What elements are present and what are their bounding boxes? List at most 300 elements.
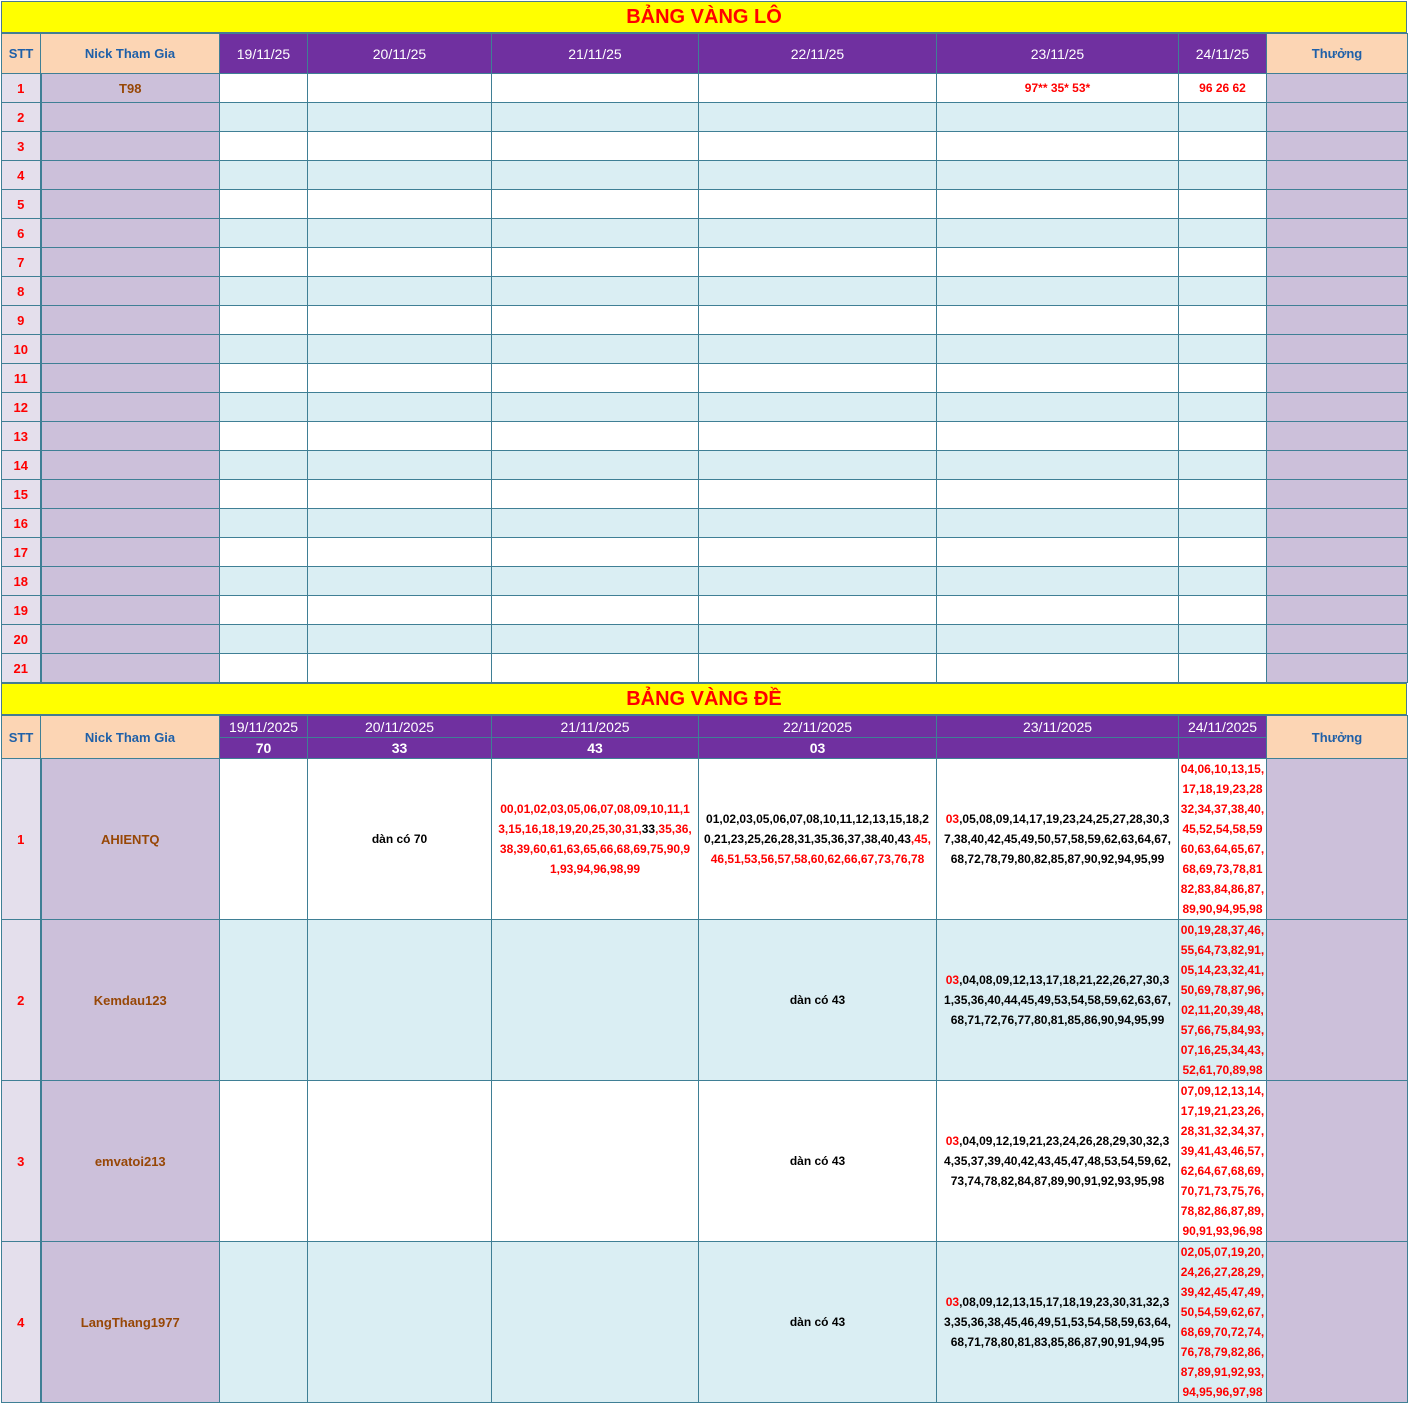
lo-nick-cell[interactable] <box>41 451 220 480</box>
de-day-cell[interactable] <box>699 1081 937 1242</box>
de-day-cell[interactable] <box>1179 1242 1267 1403</box>
lo-nick-cell[interactable] <box>41 567 220 596</box>
de-day-cell[interactable] <box>699 1242 937 1403</box>
lo-thuong-cell[interactable] <box>1267 567 1408 596</box>
lo-day-cell[interactable] <box>308 248 492 277</box>
lo-day-cell[interactable] <box>492 422 699 451</box>
lo-day-cell[interactable] <box>1179 103 1267 132</box>
de-stt-cell: 1 <box>2 759 41 920</box>
lo-day-cell[interactable] <box>220 654 308 683</box>
de-day-cell[interactable] <box>699 920 937 1081</box>
de-day-cell[interactable] <box>699 759 937 920</box>
lo-day-cell[interactable] <box>699 538 937 567</box>
lo-day-cell[interactable] <box>1179 596 1267 625</box>
de-header-date: 24/11/2025 <box>1179 716 1267 738</box>
lo-day-cell[interactable] <box>492 306 699 335</box>
lo-day-cell[interactable] <box>308 364 492 393</box>
de-hit-number: 33 <box>641 822 656 836</box>
lo-stt-cell: 19 <box>2 596 41 625</box>
lo-day-cell[interactable] <box>308 422 492 451</box>
de-dan-note: dàn có 43 <box>789 1315 846 1329</box>
lo-day-cell[interactable] <box>220 74 308 103</box>
lo-thuong-cell[interactable] <box>1267 248 1408 277</box>
lo-day-cell[interactable] <box>492 248 699 277</box>
lo-day-cell[interactable] <box>1179 364 1267 393</box>
lo-day-cell[interactable] <box>937 509 1179 538</box>
lo-day-cell[interactable] <box>699 422 937 451</box>
lo-row <box>2 103 1408 132</box>
lo-day-cell[interactable] <box>699 277 937 306</box>
lo-day-cell[interactable] <box>937 306 1179 335</box>
lo-thuong-cell[interactable] <box>1267 480 1408 509</box>
lo-day-cell[interactable] <box>1179 161 1267 190</box>
de-day-cell[interactable] <box>220 920 308 1081</box>
lo-header-date: 19/11/25 <box>220 34 308 74</box>
lo-thuong-cell[interactable] <box>1267 161 1408 190</box>
lo-day-cell[interactable] <box>308 393 492 422</box>
lo-day-cell[interactable] <box>699 103 937 132</box>
de-day-cell[interactable] <box>308 1242 492 1403</box>
lo-day-cell[interactable] <box>492 509 699 538</box>
lo-day-cell[interactable] <box>937 103 1179 132</box>
lo-day-cell[interactable] <box>308 74 492 103</box>
de-day-cell[interactable] <box>492 1081 699 1242</box>
lo-row <box>2 596 1408 625</box>
lo-header-date: 22/11/25 <box>699 34 937 74</box>
lo-day-cell[interactable] <box>492 596 699 625</box>
de-day-cell[interactable] <box>1179 1081 1267 1242</box>
de-nick-cell[interactable]: emvatoi213 <box>41 1081 220 1242</box>
lo-header-date: 21/11/25 <box>492 34 699 74</box>
lo-day-cell[interactable] <box>492 625 699 654</box>
lo-day-cell[interactable] <box>699 248 937 277</box>
de-number-list <box>942 1292 1173 1352</box>
lo-day-cell[interactable] <box>937 74 1179 103</box>
lo-thuong-cell[interactable] <box>1267 509 1408 538</box>
de-stt-cell: 2 <box>2 920 41 1081</box>
lo-nick-cell[interactable] <box>41 364 220 393</box>
de-row <box>2 759 1408 920</box>
lo-day-cell[interactable] <box>937 654 1179 683</box>
de-day-cell[interactable] <box>1179 920 1267 1081</box>
lo-row <box>2 132 1408 161</box>
de-stt-cell: 4 <box>2 1242 41 1403</box>
lo-row <box>2 190 1408 219</box>
lo-day-cell[interactable] <box>308 654 492 683</box>
lo-day-cell[interactable] <box>220 335 308 364</box>
lo-day-cell[interactable] <box>308 219 492 248</box>
de-number-list <box>1181 920 1265 1080</box>
de-number-entry: 03 <box>945 1134 960 1148</box>
lo-day-cell[interactable] <box>699 132 937 161</box>
lo-day-cell[interactable] <box>308 567 492 596</box>
lo-day-cell[interactable] <box>699 190 937 219</box>
lo-day-cell[interactable] <box>220 103 308 132</box>
lo-day-cell[interactable] <box>937 248 1179 277</box>
lo-row <box>2 219 1408 248</box>
lo-thuong-cell[interactable] <box>1267 596 1408 625</box>
lo-day-cell[interactable] <box>937 625 1179 654</box>
lo-day-cell[interactable] <box>937 422 1179 451</box>
lo-day-cell[interactable] <box>1179 509 1267 538</box>
lo-day-cell[interactable] <box>699 567 937 596</box>
lo-row <box>2 654 1408 683</box>
lo-day-cell[interactable] <box>220 538 308 567</box>
de-header-row <box>2 716 1408 738</box>
lo-stt-cell: 9 <box>2 306 41 335</box>
lo-header-date: 20/11/25 <box>308 34 492 74</box>
lo-day-cell[interactable] <box>937 538 1179 567</box>
de-header-date: 21/11/2025 <box>492 716 699 738</box>
lo-day-cell[interactable] <box>220 190 308 219</box>
lo-nick-cell[interactable] <box>41 306 220 335</box>
lo-day-cell[interactable] <box>220 306 308 335</box>
lo-day-cell[interactable] <box>1179 74 1267 103</box>
lo-day-cell[interactable] <box>220 248 308 277</box>
lo-nick-cell[interactable] <box>41 161 220 190</box>
lo-row <box>2 422 1408 451</box>
lo-header-thuong: Thưởng <box>1267 34 1408 74</box>
lo-thuong-cell[interactable] <box>1267 219 1408 248</box>
lo-day-cell[interactable] <box>1179 190 1267 219</box>
lo-stt-cell: 14 <box>2 451 41 480</box>
lo-day-cell[interactable] <box>308 190 492 219</box>
de-hit-number: 43 <box>897 832 911 846</box>
lo-thuong-cell[interactable] <box>1267 422 1408 451</box>
lo-stt-cell: 18 <box>2 567 41 596</box>
lo-day-cell[interactable] <box>1179 248 1267 277</box>
de-day-cell[interactable] <box>308 920 492 1081</box>
lo-day-cell[interactable] <box>1179 480 1267 509</box>
lo-day-cell[interactable] <box>492 335 699 364</box>
de-nick-cell[interactable]: Kemdau123 <box>41 920 220 1081</box>
lo-row <box>2 306 1408 335</box>
lo-day-cell[interactable] <box>1179 538 1267 567</box>
lo-day-cell[interactable] <box>220 422 308 451</box>
lo-day-cell[interactable] <box>492 480 699 509</box>
lo-day-cell[interactable] <box>492 451 699 480</box>
lo-stt-cell: 13 <box>2 422 41 451</box>
lo-stt-cell: 20 <box>2 625 41 654</box>
lo-stt-cell: 1 <box>2 74 41 103</box>
lo-day-cell[interactable] <box>308 161 492 190</box>
lo-day-cell[interactable] <box>308 277 492 306</box>
lo-table <box>1 33 1408 683</box>
de-hit-number: ,04,09,12,19,21,23,24,26,28,29,30,32,34,35,37,39,40,42,43,45,47,48,53,54,59,62,73,74,78,82,84,87,89,90,91,92,93,95,98 <box>944 1134 1171 1188</box>
de-thuong-cell[interactable] <box>1267 1081 1408 1242</box>
de-hit-number: 01,02,03,05,06,07,08,10,11,12,13,15,18,20,21,23,25,26,28,31,35,36,37,38,40, <box>704 812 929 846</box>
de-header-thuong: Thưởng <box>1267 716 1408 759</box>
lo-day-cell[interactable] <box>937 393 1179 422</box>
lo-day-cell[interactable] <box>937 451 1179 480</box>
lo-day-cell[interactable] <box>1179 219 1267 248</box>
lo-nick-cell[interactable] <box>41 422 220 451</box>
lo-nick-cell[interactable] <box>41 625 220 654</box>
lo-day-cell[interactable] <box>492 364 699 393</box>
lo-thuong-cell[interactable] <box>1267 74 1408 103</box>
lo-nick-cell[interactable] <box>41 509 220 538</box>
lo-day-cell[interactable] <box>937 190 1179 219</box>
lo-nick-cell[interactable] <box>41 132 220 161</box>
lo-day-cell[interactable] <box>220 480 308 509</box>
lo-row <box>2 161 1408 190</box>
lo-day-cell[interactable] <box>220 161 308 190</box>
lo-stt-cell: 16 <box>2 509 41 538</box>
lo-day-cell[interactable] <box>308 509 492 538</box>
lo-day-cell[interactable] <box>699 161 937 190</box>
lo-day-cell[interactable] <box>220 277 308 306</box>
lo-day-cell[interactable] <box>220 625 308 654</box>
lo-day-cell[interactable] <box>492 103 699 132</box>
lo-stt-cell: 5 <box>2 190 41 219</box>
lo-day-cell[interactable] <box>699 393 937 422</box>
de-dan-note: dàn có 43 <box>789 993 846 1007</box>
lo-day-cell[interactable] <box>220 132 308 161</box>
lo-title: BẢNG VÀNG LÔ <box>1 1 1407 33</box>
de-day-cell[interactable] <box>1179 759 1267 920</box>
lo-nick-cell[interactable] <box>41 219 220 248</box>
lo-day-cell[interactable] <box>308 538 492 567</box>
lo-day-cell[interactable] <box>308 335 492 364</box>
lo-day-cell[interactable] <box>937 132 1179 161</box>
lo-stt-cell: 3 <box>2 132 41 161</box>
de-day-cell[interactable] <box>220 1242 308 1403</box>
de-header-date: 22/11/2025 <box>699 716 937 738</box>
lo-nick-cell[interactable] <box>41 654 220 683</box>
lo-stt-cell: 8 <box>2 277 41 306</box>
lo-day-cell[interactable] <box>1179 393 1267 422</box>
de-row <box>2 920 1408 1081</box>
lo-day-cell[interactable] <box>1179 654 1267 683</box>
de-number-entry: 00,19,28,37,46,55,64,73,82,91,05,14,23,32,41,50,69,78,87,96,02,11,20,39,48,57,66,75,84,93,07,16,25,34,43,52,61,70,89,98 <box>1180 923 1265 1077</box>
lo-thuong-cell[interactable] <box>1267 393 1408 422</box>
de-day-cell[interactable] <box>492 920 699 1081</box>
lo-stt-cell: 6 <box>2 219 41 248</box>
lo-header-row <box>2 34 1408 74</box>
lo-day-cell[interactable] <box>699 480 937 509</box>
de-thuong-cell[interactable] <box>1267 1242 1408 1403</box>
lo-day-cell[interactable] <box>1179 132 1267 161</box>
lo-nick-cell[interactable]: T98 <box>41 74 220 103</box>
lo-day-cell[interactable] <box>699 219 937 248</box>
de-number-list <box>790 990 845 1010</box>
lo-row <box>2 567 1408 596</box>
de-title: BẢNG VÀNG ĐỀ <box>1 683 1407 715</box>
lo-day-cell[interactable] <box>220 451 308 480</box>
lo-row <box>2 509 1408 538</box>
de-result: 03 <box>699 738 937 759</box>
lo-day-cell[interactable] <box>220 219 308 248</box>
lo-day-cell[interactable] <box>1179 335 1267 364</box>
lo-thuong-cell[interactable] <box>1267 451 1408 480</box>
de-number-entry: 03 <box>945 1295 960 1309</box>
lo-day-cell[interactable] <box>937 161 1179 190</box>
lo-row <box>2 277 1408 306</box>
lo-day-cell[interactable] <box>937 480 1179 509</box>
lo-day-cell[interactable] <box>492 654 699 683</box>
de-nick-cell[interactable]: AHIENTQ <box>41 759 220 920</box>
lo-day-cell[interactable] <box>1179 306 1267 335</box>
lo-nick-cell[interactable] <box>41 103 220 132</box>
de-number-list <box>942 970 1173 1030</box>
lo-thuong-cell[interactable] <box>1267 364 1408 393</box>
de-number-list <box>1181 1081 1265 1241</box>
lo-thuong-cell[interactable] <box>1267 335 1408 364</box>
lo-day-cell[interactable] <box>492 538 699 567</box>
lo-day-cell[interactable] <box>699 335 937 364</box>
lo-stt-cell: 4 <box>2 161 41 190</box>
lo-day-cell[interactable] <box>492 74 699 103</box>
de-hit-number: ,08,09,12,13,15,17,18,19,23,30,31,32,33,35,36,38,45,46,49,51,53,54,58,59,63,64,68,71,78,80,81,83,85,86,87,90,91,94,95 <box>944 1295 1171 1349</box>
lo-day-cell[interactable] <box>220 509 308 538</box>
de-result: 43 <box>492 738 699 759</box>
lo-thuong-cell[interactable] <box>1267 306 1408 335</box>
lo-thuong-cell[interactable] <box>1267 625 1408 654</box>
de-number-list <box>790 1151 845 1171</box>
lo-day-cell[interactable] <box>308 103 492 132</box>
lo-thuong-cell[interactable] <box>1267 103 1408 132</box>
lo-number-entry: 96 26 62 <box>1199 81 1246 95</box>
lo-day-cell[interactable] <box>1179 451 1267 480</box>
de-thuong-cell[interactable] <box>1267 920 1408 1081</box>
lo-day-cell[interactable] <box>492 567 699 596</box>
lo-day-cell[interactable] <box>937 567 1179 596</box>
lo-row <box>2 393 1408 422</box>
lo-day-cell[interactable] <box>699 364 937 393</box>
lo-day-cell[interactable] <box>308 480 492 509</box>
lo-stt-cell: 21 <box>2 654 41 683</box>
lo-day-cell[interactable] <box>492 219 699 248</box>
lo-thuong-cell[interactable] <box>1267 132 1408 161</box>
lo-day-cell[interactable] <box>220 596 308 625</box>
de-result: 33 <box>308 738 492 759</box>
lo-day-cell[interactable] <box>1179 277 1267 306</box>
de-dan-note: dàn có 70 <box>371 832 428 846</box>
de-row <box>2 1081 1408 1242</box>
lo-day-cell[interactable] <box>1179 625 1267 654</box>
de-day-cell[interactable] <box>937 1081 1179 1242</box>
lo-nick-cell[interactable] <box>41 538 220 567</box>
de-number-list <box>1181 1242 1265 1402</box>
lo-stt-cell: 7 <box>2 248 41 277</box>
lo-day-cell[interactable] <box>937 364 1179 393</box>
lo-row <box>2 625 1408 654</box>
lo-day-cell[interactable] <box>699 306 937 335</box>
de-hit-number: ,04,08,09,12,13,17,18,21,22,26,27,30,31,35,36,40,44,45,49,53,54,58,59,62,63,67,68,71,72,76,77,80,81,85,86,90,94,95,99 <box>944 973 1171 1027</box>
lo-thuong-cell[interactable] <box>1267 190 1408 219</box>
lo-day-cell[interactable] <box>492 190 699 219</box>
de-number-entry: 07,09,12,13,14,17,19,21,23,26,28,31,32,34,37,39,41,43,46,57,62,64,67,68,69,70,71,73,75,76,78,82,86,87,89,90,91,93,96,98 <box>1180 1084 1265 1238</box>
lo-row <box>2 480 1408 509</box>
de-header-stt: STT <box>2 716 41 759</box>
de-day-cell[interactable] <box>937 920 1179 1081</box>
de-number-list <box>790 1312 845 1332</box>
lo-day-cell[interactable] <box>1179 422 1267 451</box>
de-number-list <box>942 809 1173 869</box>
de-day-cell[interactable] <box>492 759 699 920</box>
lo-day-cell[interactable] <box>1179 567 1267 596</box>
de-day-cell[interactable] <box>937 759 1179 920</box>
lo-nick-cell[interactable] <box>41 480 220 509</box>
lo-row <box>2 364 1408 393</box>
lo-stt-cell: 11 <box>2 364 41 393</box>
de-header-date: 19/11/2025 <box>220 716 308 738</box>
lo-header-nick: Nick Tham Gia <box>41 34 220 74</box>
lo-day-cell[interactable] <box>308 132 492 161</box>
lo-stt-cell: 10 <box>2 335 41 364</box>
lo-row <box>2 451 1408 480</box>
lo-nick-cell[interactable] <box>41 190 220 219</box>
lo-day-cell[interactable] <box>308 625 492 654</box>
lo-thuong-cell[interactable] <box>1267 277 1408 306</box>
lo-row <box>2 74 1408 103</box>
de-day-cell[interactable] <box>492 1242 699 1403</box>
de-result <box>937 738 1179 759</box>
de-number-entry: 03 <box>945 973 960 987</box>
de-number-list <box>372 829 427 849</box>
lo-thuong-cell[interactable] <box>1267 538 1408 567</box>
de-nick-cell[interactable]: LangThang1977 <box>41 1242 220 1403</box>
lo-day-cell[interactable] <box>937 596 1179 625</box>
de-day-cell[interactable] <box>220 759 308 920</box>
lo-day-cell[interactable] <box>308 306 492 335</box>
de-number-entry: 03 <box>945 812 960 826</box>
lo-day-cell[interactable] <box>699 654 937 683</box>
lo-nick-cell[interactable] <box>41 248 220 277</box>
lo-stt-cell: 17 <box>2 538 41 567</box>
de-day-cell[interactable] <box>220 1081 308 1242</box>
lo-day-cell[interactable] <box>220 567 308 596</box>
lo-thuong-cell[interactable] <box>1267 654 1408 683</box>
de-number-entry: 02,05,07,19,20,24,26,27,28,29,39,42,45,47,49,50,54,59,62,67,68,69,70,72,74,76,78,79,82,86,87,89,91,92,93,94,95,96,97,98 <box>1180 1245 1265 1399</box>
lo-day-cell[interactable] <box>699 509 937 538</box>
lo-nick-cell[interactable] <box>41 596 220 625</box>
de-number-entry: ,35,36,38,39,60,61,63,65,66,68,69,75,90,91,93,94,96,98,99 <box>499 822 692 876</box>
de-header-date: 20/11/2025 <box>308 716 492 738</box>
de-header-date: 23/11/2025 <box>937 716 1179 738</box>
lo-day-cell[interactable] <box>308 451 492 480</box>
de-number-list <box>942 1131 1173 1191</box>
lo-nick-cell[interactable] <box>41 393 220 422</box>
lo-header-date: 24/11/25 <box>1179 34 1267 74</box>
lo-day-cell[interactable] <box>492 161 699 190</box>
de-thuong-cell[interactable] <box>1267 759 1408 920</box>
lo-day-cell[interactable] <box>937 335 1179 364</box>
de-dan-note: dàn có 43 <box>789 1154 846 1168</box>
lo-day-cell[interactable] <box>937 277 1179 306</box>
de-number-entry: 04,06,10,13,15,17,18,19,23,28 32,34,37,38,40,45,52,54,58,59 60,63,64,65,67,68,69,73,78,81 82,83,84,86,87,89,90,94,95,98 <box>1180 762 1265 916</box>
lo-day-cell[interactable] <box>699 451 937 480</box>
de-result: 70 <box>220 738 308 759</box>
lo-nick-cell[interactable] <box>41 335 220 364</box>
lo-day-cell[interactable] <box>492 277 699 306</box>
lo-day-cell[interactable] <box>220 393 308 422</box>
lo-day-cell[interactable] <box>699 596 937 625</box>
lo-day-cell[interactable] <box>220 364 308 393</box>
lo-day-cell[interactable] <box>308 596 492 625</box>
lo-day-cell[interactable] <box>937 219 1179 248</box>
lo-day-cell[interactable] <box>492 132 699 161</box>
lo-day-cell[interactable] <box>699 625 937 654</box>
de-header-nick: Nick Tham Gia <box>41 716 220 759</box>
de-result <box>1179 738 1267 759</box>
lo-nick-cell[interactable] <box>41 277 220 306</box>
lo-day-cell[interactable] <box>492 393 699 422</box>
de-day-cell[interactable] <box>308 759 492 920</box>
de-day-cell[interactable] <box>937 1242 1179 1403</box>
lo-day-cell[interactable] <box>699 74 937 103</box>
de-day-cell[interactable] <box>308 1081 492 1242</box>
